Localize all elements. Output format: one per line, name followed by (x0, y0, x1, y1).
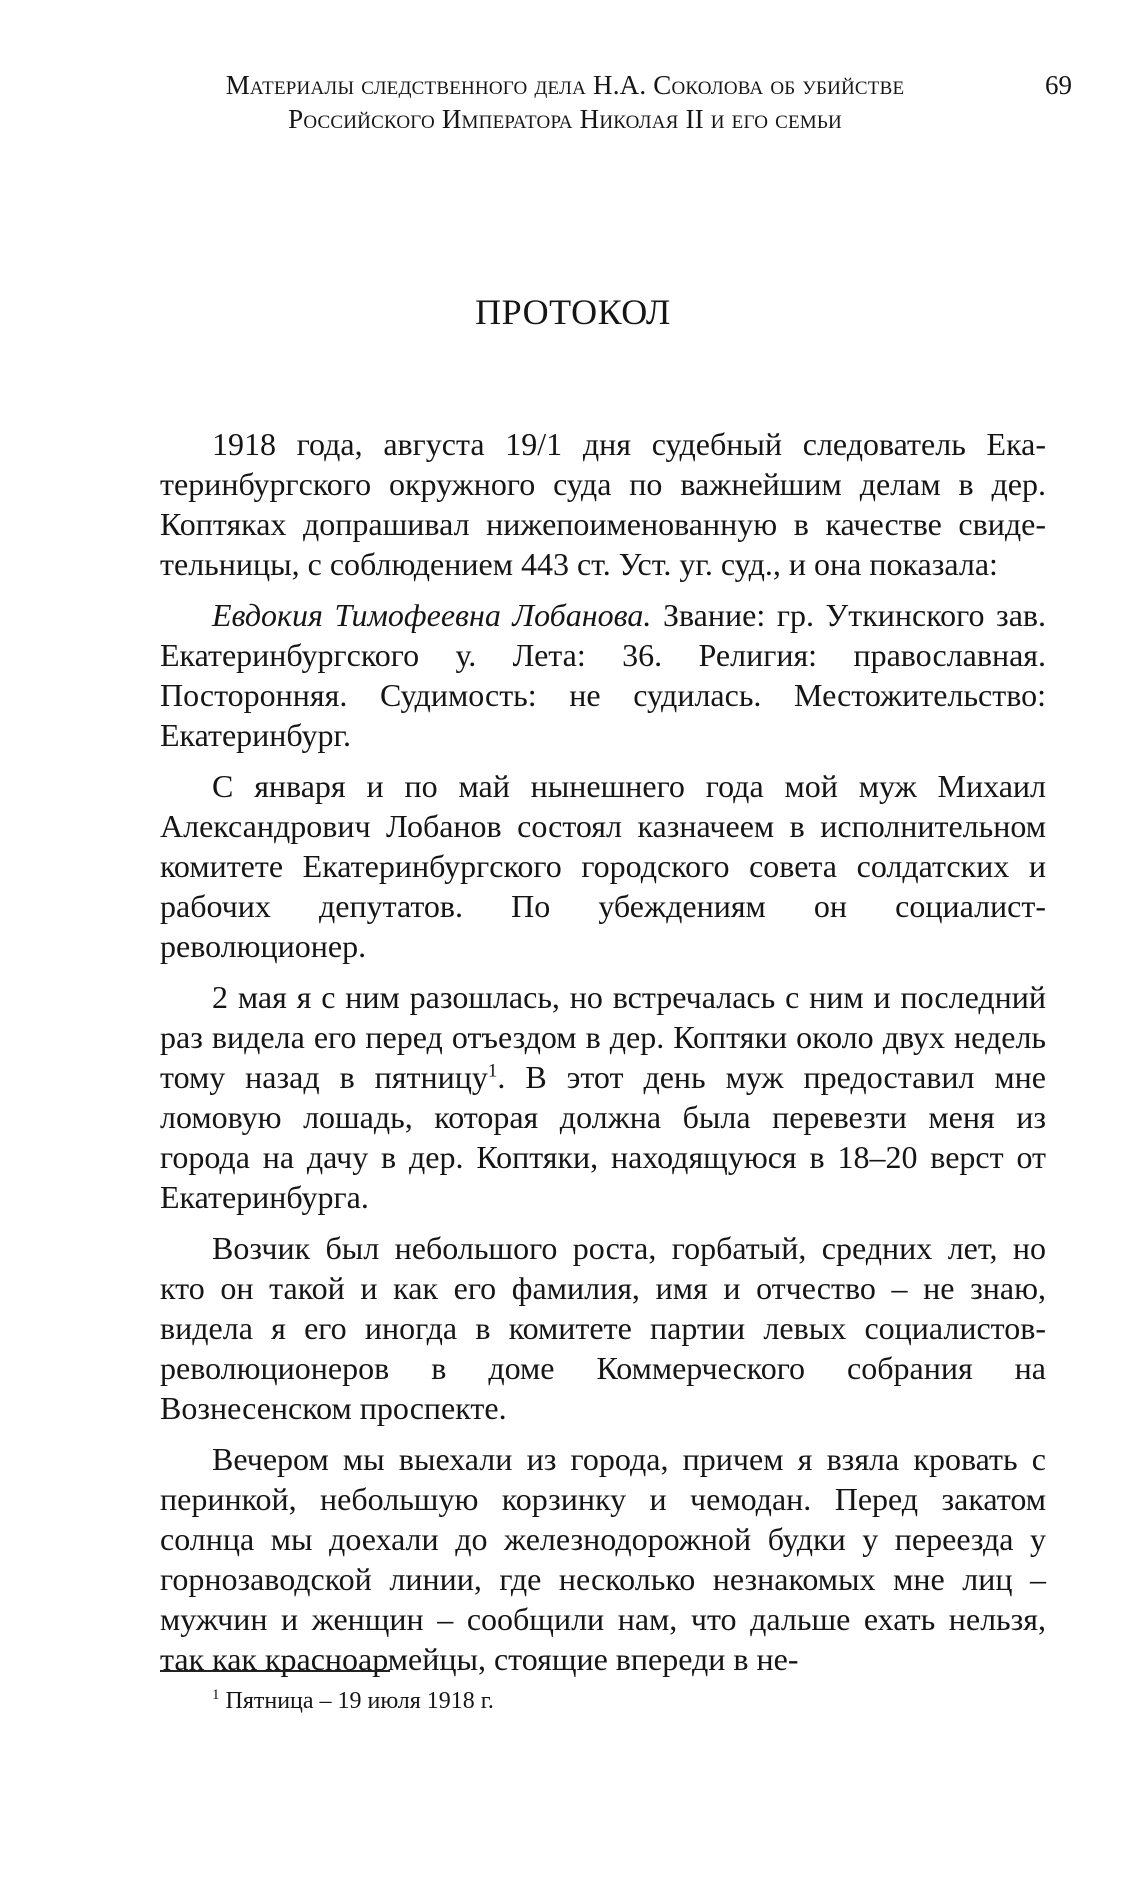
witness-name: Евдокия Тимофеевна Лобанова. (212, 597, 652, 633)
paragraph-evening: Вечером мы выехали из города, причем я взяла кровать с перинкой, небольшую корзинку и чемодан. Перед закатом солнца мы доехали до железнодорожной будки у переезда у горнозаводской линии, где несколько незнакомых мне лиц – мужчин и женщин – сообщили нам, что дальше ехать нельзя, так как красноармейцы, стоящие впереди в не- (160, 1441, 1046, 1677)
paragraph-witness-info (160, 595, 1046, 755)
departure-text-end: . В этот день муж предоставил мне ломовую лошадь, которая должна была перевезти меня из города на дачу в дер. Коптяки, находящуюся в 18–20 верст от Екатеринбурга. (160, 1059, 1047, 1215)
document-title: ПРОТОКОЛ (475, 292, 671, 332)
paragraph-driver: Возчик был небольшого роста, горбатый, средних лет, но кто он такой и как его фамилия, имя и отчество – не знаю, видела я его иногда в комитете партии левых социалистов-революционеров в доме Коммерческого собрания на Вознесенском проспекте. (160, 1230, 1046, 1426)
paragraph-departure (160, 977, 1046, 1217)
footnote (212, 1686, 494, 1716)
footnote-text: Пятница – 19 июля 1918 г. (219, 1688, 494, 1714)
paragraph-husband: С января и по май нынешнего года мой муж Михаил Александрович Лобанов состоял казначеем в исполнительном комитете Екатеринбургского городского совета солдатских и рабочих депутатов. По убеждениям он социалист-революционер. (160, 768, 1046, 964)
page-number: 69 (1045, 70, 1072, 100)
body-text (160, 424, 1046, 1690)
footnote-marker: 1 (212, 1687, 220, 1703)
witness-details: Звание: гр. Уткинского зав. Екатеринбургского у. Лета: 36. Религия: православная. Посторонняя. Судимость: не судилась. Местожительство: Екатеринбург. (160, 597, 1047, 753)
running-head-line-1: Материалы следственного дела Н.А. Соколова об убийстве (225, 70, 905, 100)
running-head-line-2: Российского Императора Николая II и его семьи (288, 104, 842, 134)
footnote-reference[interactable]: 1 (487, 1060, 498, 1082)
running-head (150, 68, 980, 136)
departure-text-start: 2 мая я с ним разошлась, но встречалась с ним и последний раз видела его перед отъездом в дер. Коптяки около двух недель тому назад в пятницу (160, 979, 1046, 1095)
paragraph-intro: 1918 года, августа 19/1 дня судебный следователь Екатеринбургского окружного суда по важнейшим делам в дер. Коптяках допрашивал нижепоименованную в качестве свидетельницы, с соблюдением 443 ст. Уст. уг. суд., и она показала: (160, 426, 1046, 582)
footnote-divider (160, 1670, 390, 1672)
